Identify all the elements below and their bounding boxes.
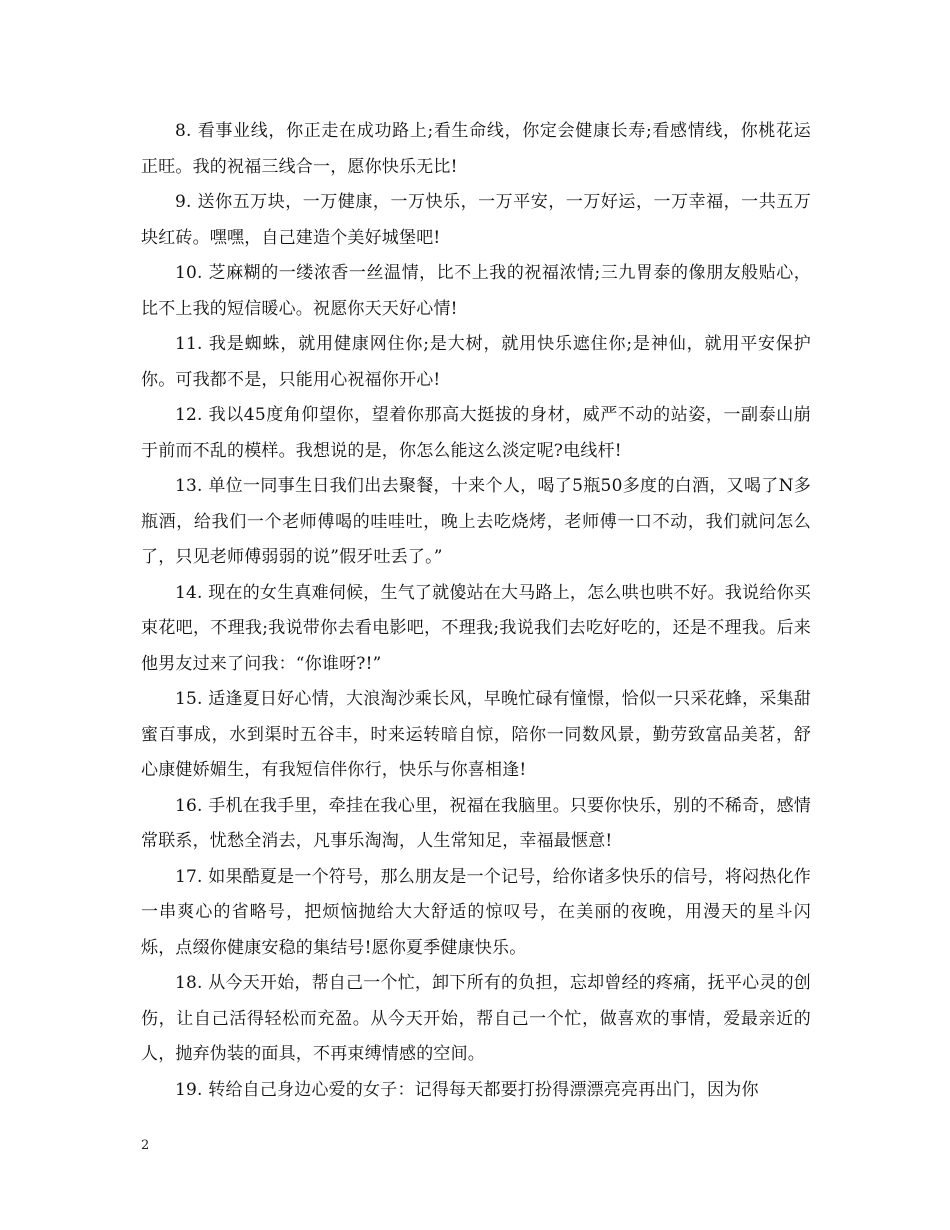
paragraph-12: 12. 我以45度角仰望你，望着你那高大挺拔的身材，威严不动的站姿，一副泰山崩于前而不乱的模样。我想说的是，你怎么能这么淡定呢?电线杆! [141, 405, 811, 461]
paragraph-11: 11. 我是蜘蛛，就用健康网住你;是大树，就用快乐遮住你;是神仙，就用平安保护你。可我都不是，只能用心祝福你开心! [141, 334, 811, 390]
paragraph-14: 14. 现在的女生真难伺候，生气了就傻站在大马路上，怎么哄也哄不好。我说给你买束花吧，不理我;我说带你去看电影吧，不理我;我说我们去吃好吃的，还是不理我。后来他男友过来了问我：“你谁呀?!” [141, 582, 811, 674]
paragraph-15: 15. 适逢夏日好心情，大浪淘沙乘长风，早晚忙碌有憧憬，恰似一只采花蜂，采集甜蜜百事成，水到渠时五谷丰，时来运转暗自惊，陪你一同数风景，勤劳致富品美茗，舒心康健娇媚生，有我短信伴你行，快乐与你喜相逢! [141, 689, 811, 780]
paragraph-9: 9. 送你五万块，一万健康，一万快乐，一万平安，一万好运，一万幸福，一共五万块红砖。嘿嘿，自己建造个美好城堡吧! [141, 192, 811, 248]
document-body [141, 114, 811, 1108]
paragraph-18: 18. 从今天开始，帮自己一个忙，卸下所有的负担，忘却曾经的疼痛，抚平心灵的创伤，让自己活得轻松而充盈。从今天开始，帮自己一个忙，做喜欢的事情，爱最亲近的人，抛弃伪装的面具，不再束缚情感的空间。 [141, 973, 811, 1064]
paragraph-10: 10. 芝麻糊的一缕浓香一丝温情，比不上我的祝福浓情;三九胃泰的像朋友般贴心，比不上我的短信暖心。祝愿你天天好心情! [141, 263, 811, 319]
paragraph-13: 13. 单位一同事生日我们出去聚餐，十来个人，喝了5瓶50多度的白酒，又喝了N多瓶酒，给我们一个老师傅喝的哇哇吐，晚上去吃烧烤，老师傅一口不动，我们就问怎么了，只见老师傅弱弱的说”假牙吐丢了。” [141, 476, 811, 567]
paragraph-16: 16. 手机在我手里，牵挂在我心里，祝福在我脑里。只要你快乐，别的不稀奇，感情常联系，忧愁全消去，凡事乐淘淘，人生常知足，幸福最惬意! [141, 795, 811, 851]
paragraph-19: 19. 转给自己身边心爱的女子：记得每天都要打扮得漂漂亮亮再出门，因为你 [175, 1079, 759, 1100]
page-number: 2 [141, 1138, 150, 1153]
paragraph-8: 8. 看事业线，你正走在成功路上;看生命线，你定会健康长寿;看感情线，你桃花运正旺。我的祝福三线合一，愿你快乐无比! [141, 121, 811, 177]
paragraph-17: 17. 如果酷夏是一个符号，那么朋友是一个记号，给你诸多快乐的信号，将闷热化作一串爽心的省略号，把烦恼抛给大大舒适的惊叹号，在美丽的夜晚，用漫天的星斗闪烁，点缀你健康安稳的集结号!愿你夏季健康快乐。 [141, 866, 811, 958]
